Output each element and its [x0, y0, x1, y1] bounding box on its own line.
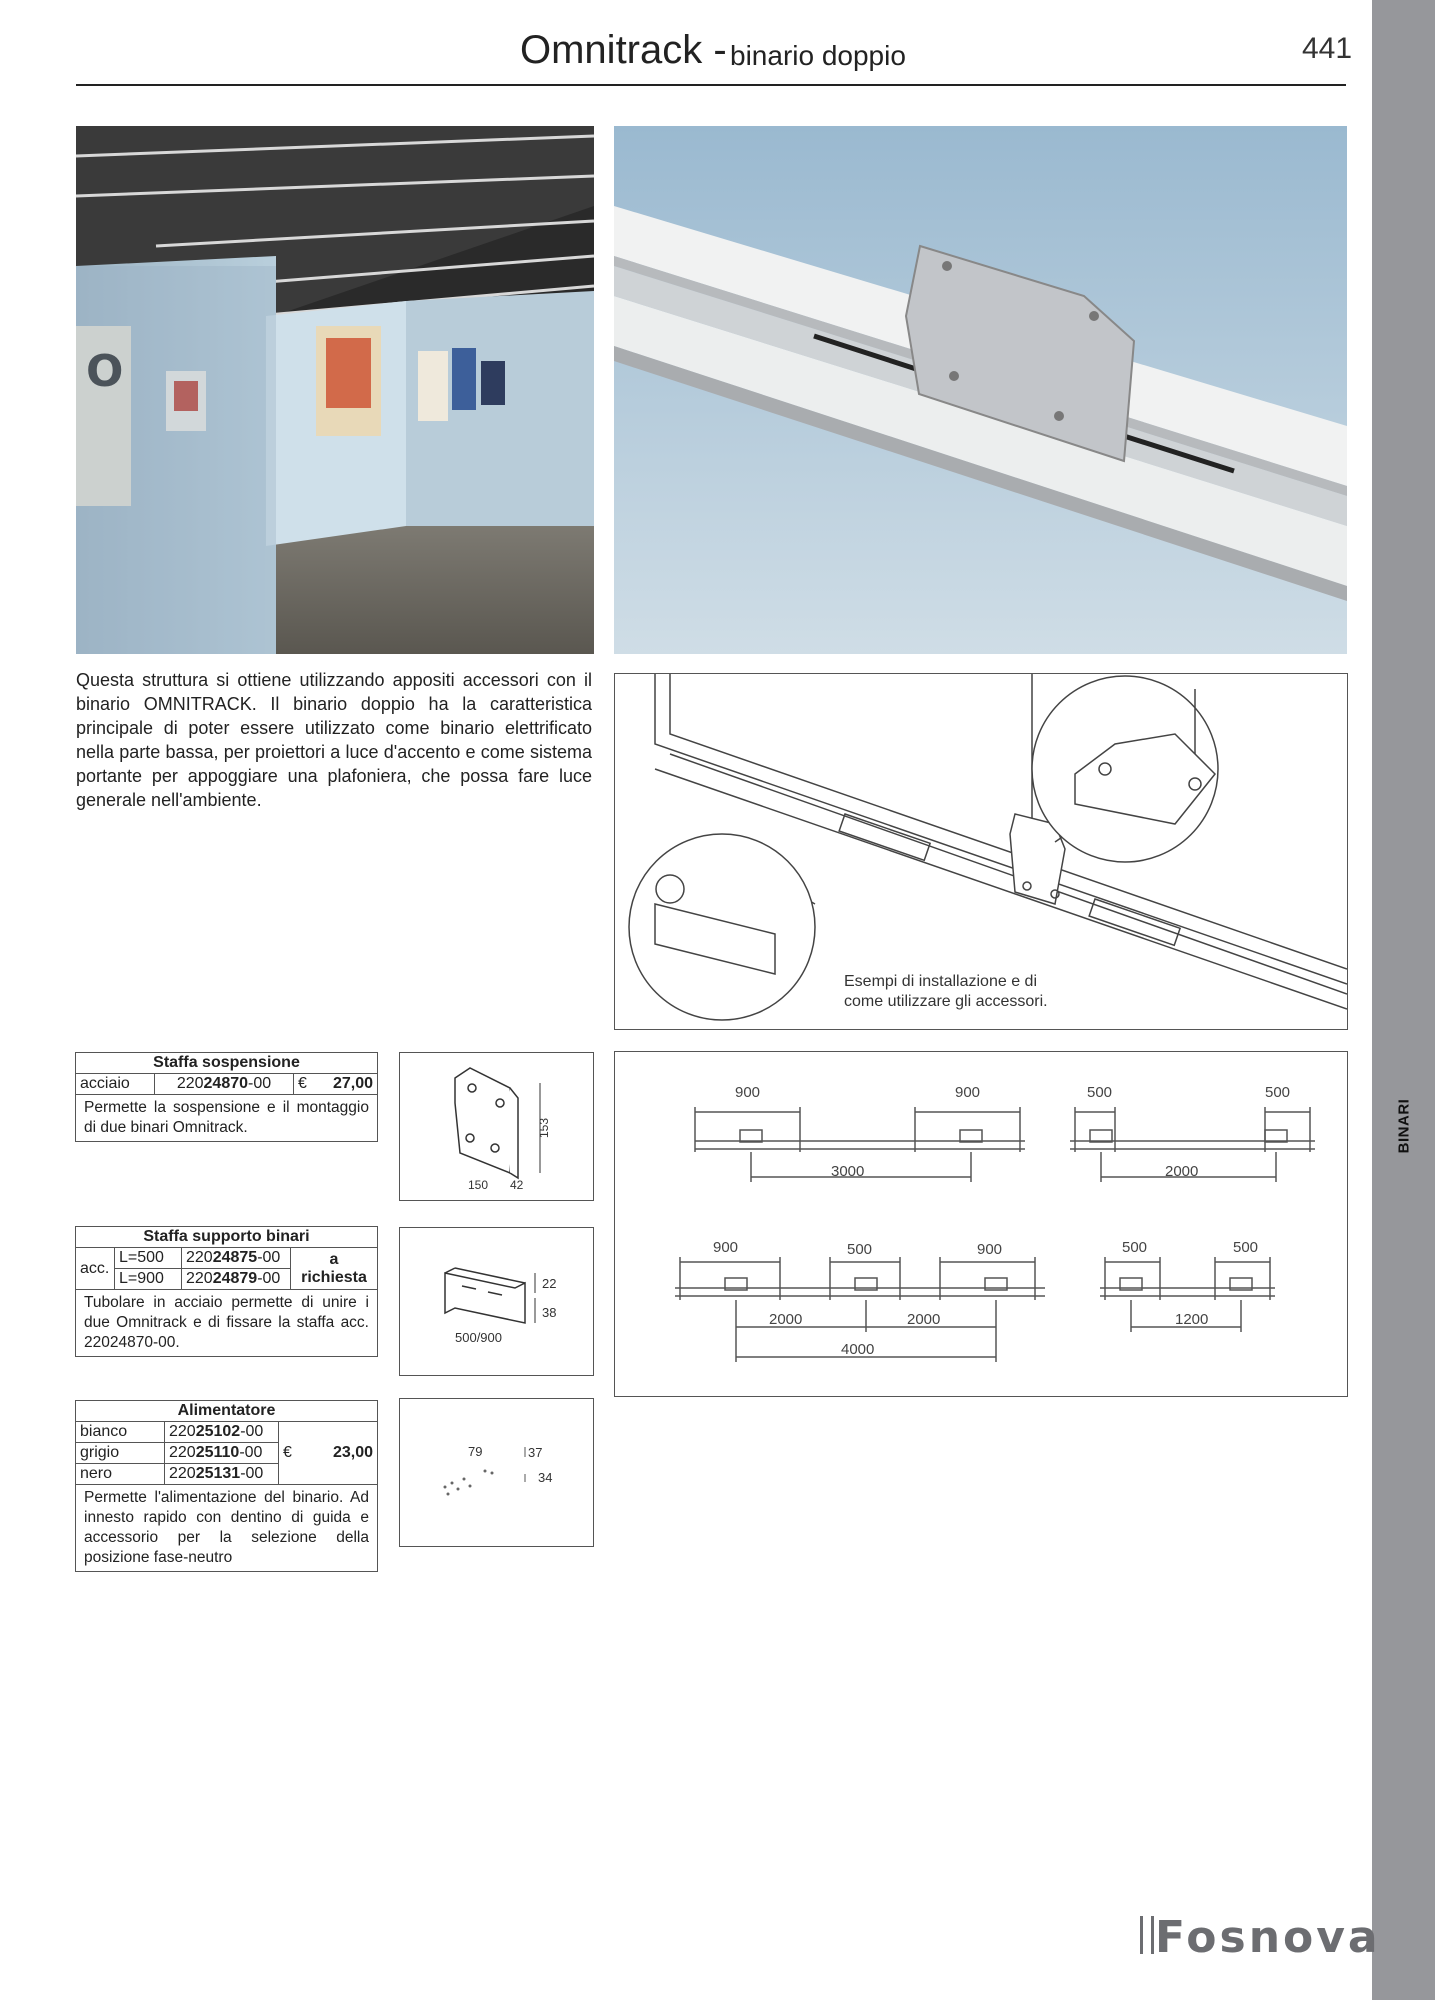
d1-bottom: 3000	[831, 1163, 865, 1180]
d1-top-left: 900	[735, 1084, 761, 1101]
product-code: 22024875-00	[182, 1248, 291, 1269]
product-price: a richiesta	[291, 1248, 378, 1290]
alimentatore-drawing	[399, 1398, 594, 1547]
sidebar-section-label: BINARI	[1395, 1098, 1413, 1154]
dim-width: 150	[468, 1178, 489, 1192]
product-staffa-supporto	[75, 1226, 378, 1357]
dim-depth: 42	[510, 1178, 524, 1192]
product-code: 22025110-00	[165, 1443, 279, 1464]
d3-top3: 900	[977, 1241, 1003, 1258]
staffa-supporto-drawing	[399, 1227, 594, 1376]
installation-diagram	[614, 673, 1348, 1030]
product-description: Permette la sospensione e il montaggio di due binari Omnitrack.	[76, 1095, 378, 1142]
d3-top1: 900	[713, 1239, 739, 1256]
brand-logo: Fosnova	[1155, 1912, 1381, 1963]
product-color: bianco	[76, 1422, 165, 1443]
product-title: Staffa sospensione	[76, 1053, 378, 1074]
dim-h1: 22	[542, 1276, 557, 1291]
dim-length: 500/900	[455, 1330, 502, 1345]
sidebar-band	[1372, 0, 1435, 2000]
gallery-photo	[76, 126, 594, 654]
product-price: € 27,00	[294, 1074, 378, 1095]
product-price: € 23,00	[279, 1422, 378, 1485]
d3-top2: 500	[847, 1241, 873, 1258]
product-title: Alimentatore	[76, 1401, 378, 1422]
d4-top-right: 500	[1233, 1239, 1259, 1256]
logo-mark	[1140, 1916, 1154, 1954]
staffa-sospensione-drawing	[399, 1052, 594, 1201]
product-title: Staffa supporto binari	[76, 1227, 378, 1248]
product-alimentatore	[75, 1400, 378, 1572]
product-group: acc.	[76, 1248, 115, 1290]
installation-caption: Esempi di installazione e di come utilizzare gli accessori.	[844, 973, 1048, 1010]
dim-h1: 37	[528, 1445, 543, 1460]
d4-bottom: 1200	[1175, 1311, 1209, 1328]
product-material: acciaio	[76, 1074, 155, 1095]
product-color: grigio	[76, 1443, 165, 1464]
intro-paragraph: Questa struttura si ottiene utilizzando appositi accessori con il binario OMNITRACK. Il binario doppio ha la caratteristica principale di poter essere utilizzato come binario elettrificato nella parte bassa, per proiettori a luce d'accento e come sistema portante per appoggiare una plafoniera, che possa fare luce generale nell'ambiente.	[76, 670, 592, 810]
product-code: 22024870-00	[155, 1074, 294, 1095]
d2-bottom: 2000	[1165, 1163, 1199, 1180]
d2-top-right: 500	[1265, 1084, 1291, 1101]
product-staffa-sospensione	[75, 1052, 378, 1142]
d3-total: 4000	[841, 1341, 875, 1358]
product-length: L=900	[115, 1269, 182, 1290]
dim-length: 79	[468, 1444, 483, 1459]
d3-bottom2: 2000	[907, 1311, 941, 1328]
page-number: 441	[1302, 32, 1353, 65]
header-rule	[76, 84, 1346, 86]
dim-h2: 38	[542, 1305, 557, 1320]
product-color: nero	[76, 1464, 165, 1485]
product-description: Tubolare in acciaio permette di unire i due Omnitrack e di fissare la staffa acc. 22024870-00.	[76, 1290, 378, 1357]
product-code: 22024879-00	[182, 1269, 291, 1290]
spacing-diagrams-box	[614, 1051, 1348, 1397]
product-length: L=500	[115, 1248, 182, 1269]
title-main: Omnitrack	[520, 28, 703, 72]
d4-top-left: 500	[1122, 1239, 1148, 1256]
d2-top-left: 500	[1087, 1084, 1113, 1101]
d1-top-right: 900	[955, 1084, 981, 1101]
product-code: 22025131-00	[165, 1464, 279, 1485]
title-subtitle: binario doppio	[730, 40, 906, 71]
svg-text:O: O	[86, 346, 124, 397]
product-description: Permette l'alimentazione del binario. Ad innesto rapido con dentino di guida e accessorio per la selezione della posizione fase-neutro	[76, 1485, 378, 1572]
track-render-photo	[614, 126, 1347, 654]
product-code: 22025102-00	[165, 1422, 279, 1443]
dim-h2: 34	[538, 1470, 553, 1485]
dim-height: 153	[537, 1117, 551, 1138]
d3-bottom1: 2000	[769, 1311, 803, 1328]
